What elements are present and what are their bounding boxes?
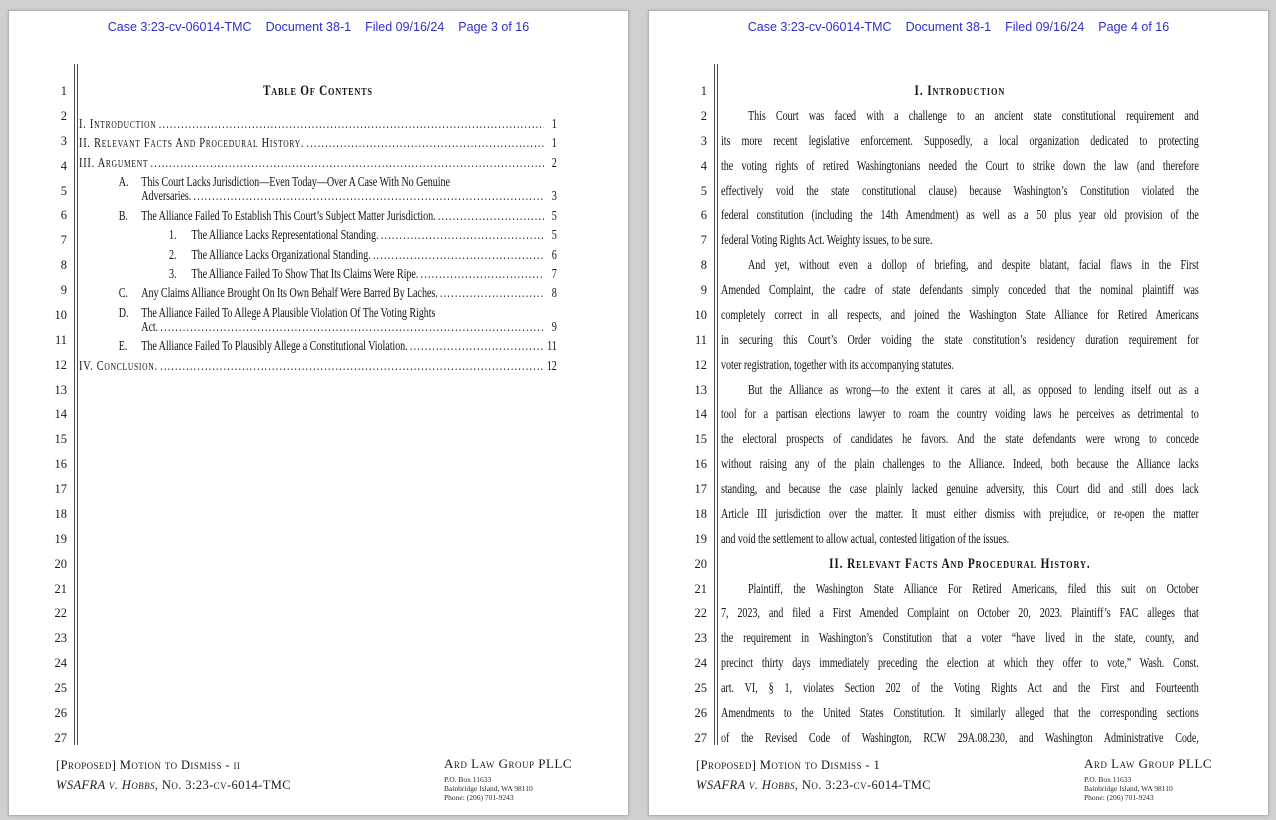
toc-entry (79, 209, 557, 223)
line-number: 10 (694, 307, 707, 322)
line-number: 4 (60, 158, 67, 173)
body-line: without raising any of the plain challenges to the Alliance. Indeed, both because the Alliance lacks (721, 456, 1199, 472)
toc-entry-text: The Alliance Lacks Organizational Standing. (191, 246, 371, 262)
line-number: 6 (700, 208, 707, 223)
line-number-column (27, 79, 67, 751)
line-number: 24 (694, 656, 707, 671)
toc-page-number: 3 (551, 188, 557, 204)
toc-dot-leader (159, 117, 544, 131)
body-line: Plaintiff, the Washington State Alliance For Retired Americans, filed this suit on October (748, 580, 1199, 596)
line-number: 25 (694, 681, 707, 695)
toc-entry-text: III. Argument (79, 154, 149, 170)
line-number: 22 (54, 606, 67, 621)
stamp-filed-date: Filed 09/16/24 (365, 20, 445, 34)
stamp-filed-date: Filed 09/16/24 (1005, 20, 1085, 34)
toc-entry-text: Adversaries. (141, 188, 192, 204)
toc-entry-text: Any Claims Alliance Brought On Its Own Behalf Were Barred By Laches. (141, 285, 438, 301)
body-line: art. VI, § 1, violates Section 202 of the Voting Rights Act and the First and Fourteenth (721, 680, 1199, 695)
toc-page-number: 2 (551, 154, 557, 170)
stamp-document-number: Document 38-1 (905, 20, 992, 34)
stamp-case-number: Case 3:23-cv-06014-TMC (107, 20, 252, 34)
line-number: 14 (54, 407, 67, 422)
footer-firm-block (444, 755, 572, 802)
toc-entry-line (119, 209, 557, 223)
toc-entry-line (79, 359, 557, 373)
line-number: 4 (700, 158, 707, 173)
line-number: 27 (694, 730, 707, 745)
section-heading: II. Relevant Facts And Procedural History. (829, 555, 1091, 572)
section-heading: I. Introduction (914, 83, 1006, 99)
toc-entry-line (119, 339, 557, 353)
stamp-document-number: Document 38-1 (265, 20, 352, 34)
body-line: Amendments to the United States Constitution. It similarly alleged that the corresponding sections (721, 704, 1199, 720)
toc-entry (79, 267, 557, 281)
footer-left-block (696, 755, 931, 795)
line-number: 18 (694, 506, 707, 521)
firm-address-line: Phone: (206) 701-9243 (444, 793, 514, 802)
toc-entry-text: The Alliance Failed To Establish This Court’s Subject Matter Jurisdiction. (141, 207, 436, 223)
body-line: and void the settlement to allow actual, contested litigation of the issues. (721, 530, 1010, 546)
line-number: 25 (54, 681, 67, 695)
toc-entry-line (79, 156, 557, 170)
toc-dot-leader (160, 320, 544, 334)
toc-entry (79, 156, 557, 170)
toc-dot-leader (440, 286, 544, 300)
line-number: 27 (54, 730, 67, 745)
line-number: 13 (694, 382, 707, 397)
toc-entry (79, 228, 557, 242)
toc-entry-text: The Alliance Failed To Allege A Plausible Violation Of The Voting Rights (141, 304, 436, 320)
toc-entry (79, 136, 557, 150)
body-line: federal constitution (including the 14th Amendment) as well as a 50 plus year old provision of the (721, 207, 1199, 223)
firm-name: Ard Law Group PLLC (444, 756, 573, 771)
toc-dot-leader (381, 228, 544, 242)
toc-dot-leader (150, 156, 544, 170)
toc-dot-leader (193, 189, 544, 203)
toc-dot-leader (438, 209, 544, 223)
toc-entry-line (169, 248, 557, 262)
footer-left-block (56, 755, 291, 795)
toc-entry-number: D. (118, 304, 129, 320)
firm-address (1084, 775, 1212, 802)
body-line: federal Voting Rights Act. Weighty issues, to be sure. (721, 232, 933, 248)
line-number: 6 (60, 208, 67, 223)
footer-doc-title: [Proposed] Motion to Dismiss - 1 (696, 758, 881, 772)
toc-entry (79, 117, 557, 131)
toc-entry-text: II. Relevant Facts And Procedural History. (79, 135, 305, 151)
line-number-column (667, 79, 707, 751)
toc-entry-number: 3. (169, 265, 177, 281)
line-number: 9 (60, 283, 67, 297)
toc-dot-leader (160, 359, 544, 373)
toc-entry (79, 175, 557, 203)
toc-dot-leader (420, 267, 544, 281)
line-number: 9 (700, 283, 707, 297)
line-number: 1 (700, 84, 707, 98)
line-number: 20 (54, 556, 67, 571)
toc-entry-number: E. (118, 338, 128, 354)
toc-entry-line (119, 189, 557, 203)
firm-address (444, 775, 572, 802)
toc-entry-number: 1. (169, 227, 177, 243)
stamp-page-number: Page 4 of 16 (1098, 20, 1170, 34)
stamp-page-number: Page 3 of 16 (458, 20, 530, 34)
body-line: voter registration, together with its accompanying statutes. (721, 356, 954, 372)
footer-case-number: , No. 3:23-cv-6014-TMC (154, 778, 292, 792)
body-line: the electoral prospects of candidates he favors. And the state defendants were wrong to concede (721, 431, 1199, 447)
table-of-contents (79, 79, 557, 378)
firm-address-line: Phone: (206) 701-9243 (1084, 793, 1154, 802)
toc-entry (79, 248, 557, 262)
toc-entry-number: 2. (169, 246, 177, 262)
toc-page-number: 7 (551, 265, 557, 281)
toc-entry-text: The Alliance Lacks Representational Standing. (191, 227, 379, 243)
body-line: precinct thirty days immediately preceding the election at which they offer to vote,” Wash. Const. (721, 655, 1199, 671)
line-number: 1 (60, 84, 67, 98)
toc-entry (79, 286, 557, 300)
line-number: 7 (60, 233, 67, 248)
firm-address-line: Bainbridge Island, WA 98110 (1084, 784, 1173, 793)
toc-entry-text: The Alliance Failed To Show That Its Claims Were Ripe. (191, 265, 419, 281)
toc-entry-line (119, 286, 557, 300)
line-number: 17 (694, 482, 707, 496)
toc-entry-text: This Court Lacks Jurisdiction—Even Today—Over A Case With No Genuine (141, 174, 450, 190)
firm-address-line: P.O. Box 11633 (444, 775, 492, 784)
line-number: 12 (54, 357, 67, 372)
line-number: 16 (54, 457, 67, 472)
body-line: effectively void the state constitutional clause) because Washington’s Constitution violated the (721, 182, 1199, 198)
line-number: 22 (694, 606, 707, 621)
line-number: 21 (54, 581, 67, 596)
page-4 (648, 10, 1269, 816)
footer-doc-title: [Proposed] Motion to Dismiss - ii (56, 758, 241, 772)
firm-name: Ard Law Group PLLC (1084, 756, 1213, 771)
court-stamp (649, 20, 1268, 34)
body-line: the requirement in Washington’s Constitution that a voter “have lived in the state, county, and (721, 630, 1199, 646)
toc-entry-list (79, 117, 557, 373)
toc-page-number: 5 (551, 227, 557, 243)
stamp-case-number: Case 3:23-cv-06014-TMC (747, 20, 892, 34)
line-number: 16 (694, 457, 707, 472)
toc-page-number: 1 (551, 116, 557, 131)
line-number: 2 (60, 108, 67, 123)
body-line: Amended Complaint, the cadre of state defendants simply conceded that the nominal plaintiff was (721, 282, 1199, 297)
line-number: 15 (54, 432, 67, 447)
footer-case-name: WSAFRA v. Hobbs (56, 778, 155, 792)
line-number: 8 (700, 258, 707, 273)
line-number: 3 (60, 133, 67, 148)
body-line: tool for a partisan elections lawyer to roam the country voiding laws he perceives as detrimental to (721, 406, 1199, 422)
toc-entry (79, 359, 557, 373)
line-number: 5 (700, 183, 707, 198)
toc-entry-text: I. Introduction (79, 116, 157, 131)
footer-firm-block (1084, 755, 1212, 802)
body-line: in securing this Court’s Order voiding the state constitution’s residency duration requirement for (721, 331, 1199, 347)
body-line: its more recent legislative enforcement. Supposedly, a local organization dedicated to protecting (721, 132, 1199, 148)
toc-entry-number: C. (118, 285, 128, 301)
body-line: completely correct in all respects, and joined the Washington State Alliance for Retired Americans (721, 306, 1199, 322)
toc-title: Table Of Contents (263, 83, 373, 99)
toc-entry-line (169, 228, 557, 242)
toc-entry-number: B. (118, 207, 128, 223)
toc-page-number: 8 (551, 285, 557, 301)
body-line: 7, 2023, and filed a First Amended Complaint on October 20, 2023. Plaintiff’s FAC alleges that (721, 605, 1199, 621)
pleading-margin-rule (714, 64, 718, 745)
footer-case-caption (56, 775, 291, 795)
body-line: of the Revised Code of Washington, RCW 29A.08.230, and Washington Administrative Code, (721, 729, 1199, 745)
body-line: This Court was faced with a challenge to an ancient state constitutional requirement and (748, 107, 1199, 123)
footer-case-name: WSAFRA v. Hobbs (696, 778, 795, 792)
firm-address-line: Bainbridge Island, WA 98110 (444, 784, 533, 793)
line-number: 17 (54, 482, 67, 496)
toc-dot-leader (307, 136, 544, 150)
line-number: 14 (694, 407, 707, 422)
toc-entry-line (119, 306, 557, 320)
toc-entry-text: IV. Conclusion. (79, 357, 158, 373)
toc-entry-text: The Alliance Failed To Plausibly Allege a Constitutional Violation. (141, 338, 408, 354)
line-number: 20 (694, 556, 707, 571)
line-number: 19 (694, 531, 707, 546)
line-number: 3 (700, 133, 707, 148)
line-number: 8 (60, 258, 67, 273)
line-number: 15 (694, 432, 707, 447)
toc-entry-line (119, 175, 557, 189)
document-body (721, 79, 1199, 751)
line-number: 19 (54, 531, 67, 546)
line-number: 5 (60, 183, 67, 198)
line-number: 11 (694, 332, 707, 347)
line-number: 24 (54, 656, 67, 671)
line-number: 26 (694, 705, 707, 720)
line-number: 11 (54, 332, 67, 347)
body-line: Article III jurisdiction over the matter. It must either dismiss with prejudice, or re-open the matter (721, 505, 1199, 521)
body-line: And yet, without even a dollop of briefing, and despite blatant, facial flaws in the First (748, 257, 1199, 273)
line-number: 23 (694, 631, 707, 646)
line-number: 10 (54, 307, 67, 322)
toc-page-number: 12 (546, 357, 557, 373)
toc-entry-line (169, 267, 557, 281)
body-line: the voting rights of retired Washingtonians needed the Court to strike down the law (and therefore (721, 157, 1199, 173)
toc-page-number: 5 (551, 207, 557, 223)
toc-entry (79, 339, 557, 353)
footer-case-caption (696, 775, 931, 795)
toc-page-number: 1 (551, 135, 557, 151)
court-stamp (9, 20, 628, 34)
toc-dot-leader (410, 339, 544, 353)
toc-page-number: 9 (551, 318, 557, 334)
toc-entry-text: Act. (141, 318, 159, 334)
toc-entry-line (79, 117, 557, 131)
line-number: 12 (694, 357, 707, 372)
toc-page-number: 6 (551, 246, 557, 262)
toc-entry (79, 306, 557, 334)
line-number: 21 (694, 581, 707, 596)
toc-entry-line (119, 320, 557, 334)
line-number: 13 (54, 382, 67, 397)
body-line: standing, and because the case plainly lacked genuine adversity, this Court did and still does lack (721, 481, 1199, 496)
line-number: 2 (700, 108, 707, 123)
line-number: 18 (54, 506, 67, 521)
toc-entry-number: A. (118, 174, 129, 190)
body-line: But the Alliance as wrong—to the extent it cares at all, as opposed to lending itself out as a (748, 381, 1199, 397)
toc-dot-leader (373, 248, 544, 262)
pleading-margin-rule (74, 64, 78, 745)
line-number: 26 (54, 705, 67, 720)
line-number: 7 (700, 233, 707, 248)
toc-entry-line (79, 136, 557, 150)
firm-address-line: P.O. Box 11633 (1084, 775, 1132, 784)
line-number: 23 (54, 631, 67, 646)
page-3 (8, 10, 629, 816)
footer-case-number: , No. 3:23-cv-6014-TMC (794, 778, 932, 792)
toc-page-number: 11 (547, 338, 557, 354)
